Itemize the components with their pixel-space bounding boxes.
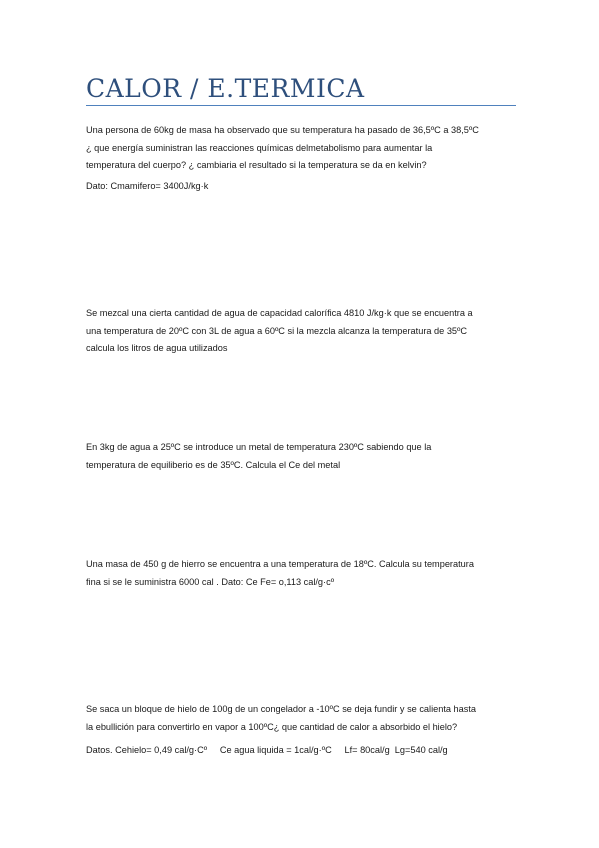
problem-4-line-1: Una masa de 450 g de hierro se encuentra a una temperatura de 18ºC. Calcula su temperatura [86, 559, 474, 569]
problem-5-statement [86, 701, 526, 736]
problem-5-line-2: la ebullición para convertirlo en vapor a 100ºC¿ que cantidad de calor a absorbido el hielo? [86, 721, 458, 732]
page-title: CALOR / E.TERMICA [86, 74, 365, 103]
problem-5-data: Datos. Cehielo= 0,49 cal/g·Cº Ce agua liquida = 1cal/g·ºC Lf= 80cal/g Lg=540 cal/g [86, 745, 448, 755]
problem-3-line-2: temperatura de equiliberio es de 35ºC. Calcula el Ce del metal [86, 459, 341, 470]
problem-1-line-2: ¿ que energía suministran las reacciones químicas delmetabolismo para aumentar la [86, 142, 433, 153]
problem-2-line-2: una temperatura de 20ºC con 3L de agua a 60ºC si la mezcla alcanza la temperatura de 35ºC [86, 325, 468, 336]
problem-1-data: Dato: Cmamifero= 3400J/kg·k [86, 181, 209, 191]
problem-1-line-3: temperatura del cuerpo? ¿ cambiaria el resultado si la temperatura se da en kelvin? [86, 160, 427, 170]
title-underline [86, 105, 516, 106]
problem-4-line-2: fina si se le suministra 6000 cal . Dato: Ce Fe= o,113 cal/g·cº [86, 576, 335, 587]
problem-4-statement [86, 556, 526, 591]
problem-5-line-1: Se saca un bloque de hielo de 100g de un congelador a -10ºC se deja fundir y se calienta hasta [86, 704, 477, 714]
problem-3-line-1: En 3kg de agua a 25ºC se introduce un metal de temperatura 230ºC sabiendo que la [86, 442, 432, 452]
problem-2-line-1: Se mezcal una cierta cantidad de agua de capacidad calorífica 4810 J/kg·k que se encuentra a [86, 308, 473, 318]
problem-1-statement [86, 122, 526, 175]
problem-2-statement [86, 305, 526, 358]
problem-2-line-3: calcula los litros de agua utilizados [86, 343, 228, 353]
problem-3-statement [86, 439, 526, 474]
problem-1-line-1: Una persona de 60kg de masa ha observado que su temperatura ha pasado de 36,5ºC a 38,5ºC [86, 125, 479, 135]
